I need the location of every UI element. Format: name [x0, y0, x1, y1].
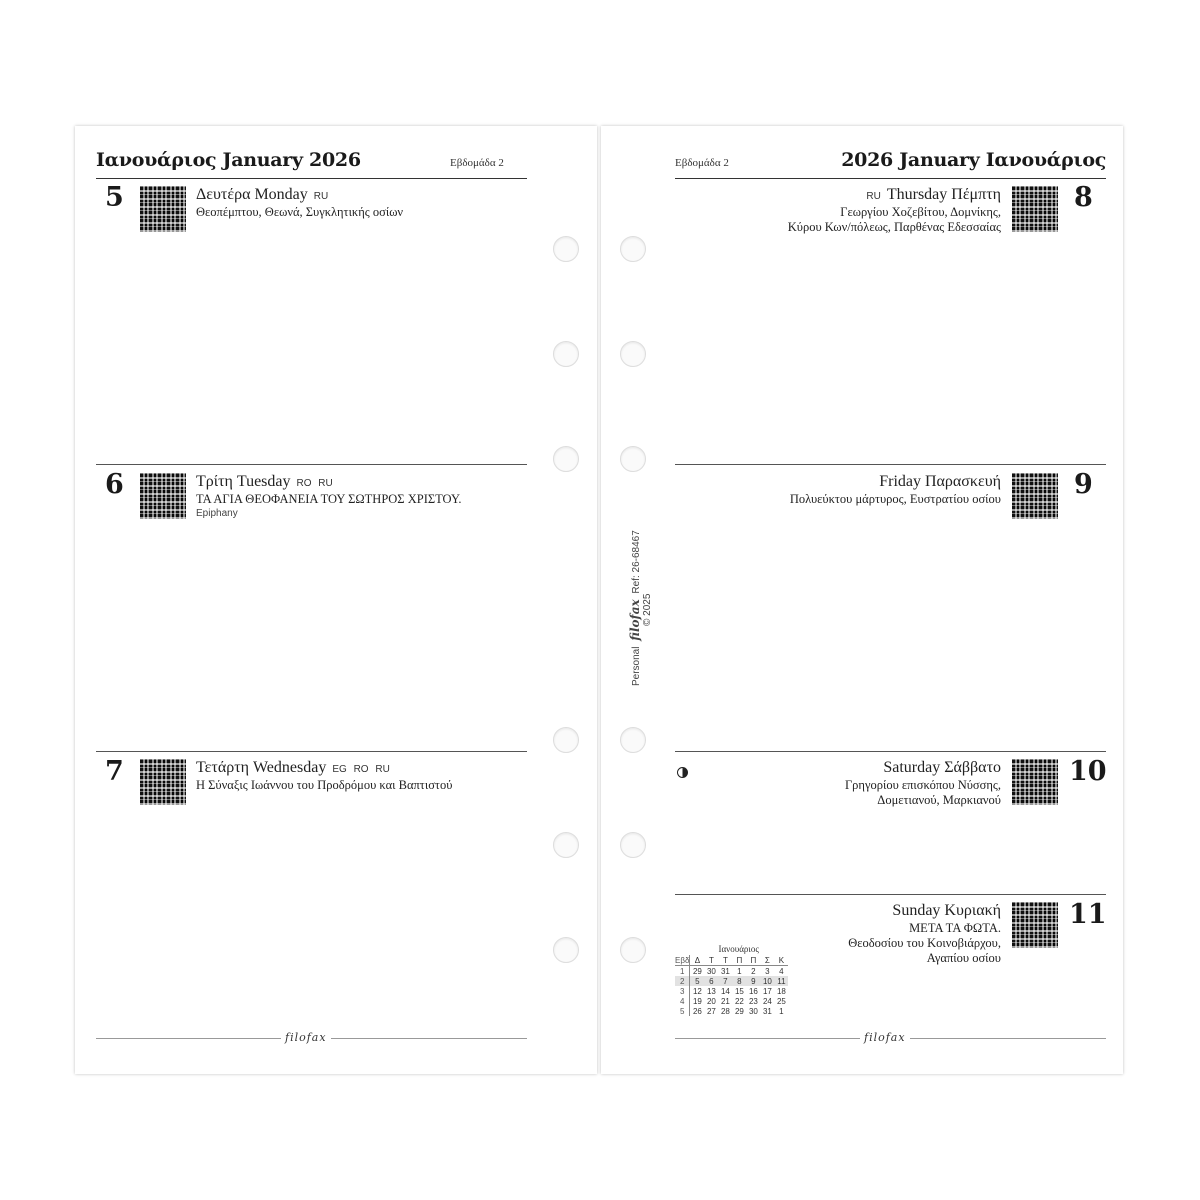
- day-description: Κύρου Κων/πόλεως, Παρθένας Εδεσσαίας: [787, 220, 1001, 234]
- qr-code-icon: [1012, 759, 1058, 805]
- copyright: © 2025: [642, 593, 653, 626]
- mini-calendar-week: 4 19 20 21 22 23 24 25: [675, 996, 788, 1006]
- day-divider: [675, 464, 1106, 465]
- day-description: ΜΕΤΑ ΤΑ ΦΩΤΑ.: [909, 921, 1001, 935]
- day-divider: [96, 464, 527, 465]
- qr-code-icon: [1012, 186, 1058, 232]
- binder-hole: [620, 236, 646, 262]
- qr-code-icon: [1012, 473, 1058, 519]
- left-page-title: Ιανουάριος January 2026: [96, 149, 361, 171]
- binder-hole: [620, 832, 646, 858]
- day-note: Epiphany: [196, 508, 238, 519]
- mini-calendar-week-current: 2 5 6 7 8 9 10 11: [675, 976, 788, 986]
- mini-calendar-week: 5 26 27 28 29 30 31 1: [675, 1006, 788, 1016]
- binder-hole: [553, 727, 579, 753]
- qr-code-icon: [140, 186, 186, 232]
- binder-hole: [553, 341, 579, 367]
- day-name: RU Thursday Πέμπτη: [866, 186, 1001, 203]
- right-page-title: 2026 January Ιανουάριος: [841, 149, 1106, 171]
- qr-code-icon: [1012, 902, 1058, 948]
- binder-hole: [620, 937, 646, 963]
- binder-hole: [620, 727, 646, 753]
- product-size: Personal: [631, 646, 642, 686]
- left-week-label: Εβδομάδα 2: [450, 157, 504, 169]
- left-page: [75, 126, 597, 1074]
- day-divider: [675, 751, 1106, 752]
- mini-calendar-month: Ιανουάριος: [718, 944, 759, 954]
- day-number: 7: [105, 756, 124, 787]
- binder-hole: [553, 236, 579, 262]
- mini-calendar-week: 1 29 30 31 1 2 3 4: [675, 966, 788, 977]
- header-rule: [675, 178, 1106, 179]
- day-name: Τετάρτη Wednesday EG RO RU: [196, 759, 390, 776]
- day-description: Γεωργίου Χοζεβίτου, Δομνίκης,: [840, 205, 1001, 219]
- binder-hole: [620, 341, 646, 367]
- right-week-label: Εβδομάδα 2: [675, 157, 729, 169]
- country-flags: EG RO RU: [332, 764, 390, 775]
- day-divider: [675, 894, 1106, 895]
- filofax-logo: filofax: [860, 1031, 910, 1044]
- day-number: 8: [1074, 182, 1093, 213]
- country-flags: RU: [866, 191, 881, 202]
- qr-code-icon: [140, 759, 186, 805]
- moon-phase-icon: [677, 767, 688, 778]
- day-name: Τρίτη Tuesday RO RU: [196, 473, 333, 490]
- binder-hole: [553, 832, 579, 858]
- day-divider: [96, 751, 527, 752]
- day-description: Δομετιανού, Μαρκιανού: [877, 793, 1001, 807]
- day-number: 10: [1069, 756, 1107, 787]
- binder-hole: [553, 446, 579, 472]
- day-description: Θεοπέμπτου, Θεωνά, Συγκλητικής οσίων: [196, 205, 404, 219]
- filofax-logo: filofax: [281, 1031, 331, 1044]
- day-description: ΤΑ ΑΓΙΑ ΘΕΟΦΑΝΕΙΑ ΤΟΥ ΣΩΤΗΡΟΣ ΧΡΙΣΤΟΥ.: [196, 492, 462, 506]
- binder-hole: [620, 446, 646, 472]
- day-description: Πολυεύκτου μάρτυρος, Ευστρατίου οσίου: [789, 492, 1001, 506]
- binder-hole: [553, 937, 579, 963]
- day-description: Αγαπίου οσίου: [926, 951, 1001, 965]
- day-name: Sunday Κυριακή: [892, 902, 1001, 919]
- mini-calendar-header: Εβδ Δ Τ Τ Π Π Σ Κ: [675, 955, 788, 966]
- spine-text: [628, 530, 653, 686]
- mini-calendar-table: [675, 955, 788, 1016]
- country-flags: RU: [313, 191, 329, 202]
- day-name: Saturday Σάββατο: [883, 759, 1001, 776]
- day-number: 9: [1074, 469, 1093, 500]
- header-rule: [96, 178, 527, 179]
- ref-number: Ref: 26-68467: [631, 530, 642, 594]
- mini-calendar: [675, 944, 788, 1016]
- day-number: 6: [105, 469, 124, 500]
- right-page: [601, 126, 1123, 1074]
- qr-code-icon: [140, 473, 186, 519]
- day-description: Η Σύναξις Ιωάννου του Προδρόμου και Βαπτιστού: [196, 778, 453, 792]
- day-description: Γρηγορίου επισκόπου Νύσσης,: [844, 778, 1001, 792]
- day-name: Friday Παρασκευή: [879, 473, 1001, 490]
- day-name: Δευτέρα Monday RU: [196, 186, 329, 203]
- country-flags: RO RU: [296, 478, 333, 489]
- mini-calendar-week: 3 12 13 14 15 16 17 18: [675, 986, 788, 996]
- day-number: 5: [105, 182, 124, 213]
- spine-brand: filofax: [628, 599, 642, 641]
- day-description: Θεοδοσίου του Κοινοβιάρχου,: [848, 936, 1001, 950]
- day-number: 11: [1069, 899, 1107, 930]
